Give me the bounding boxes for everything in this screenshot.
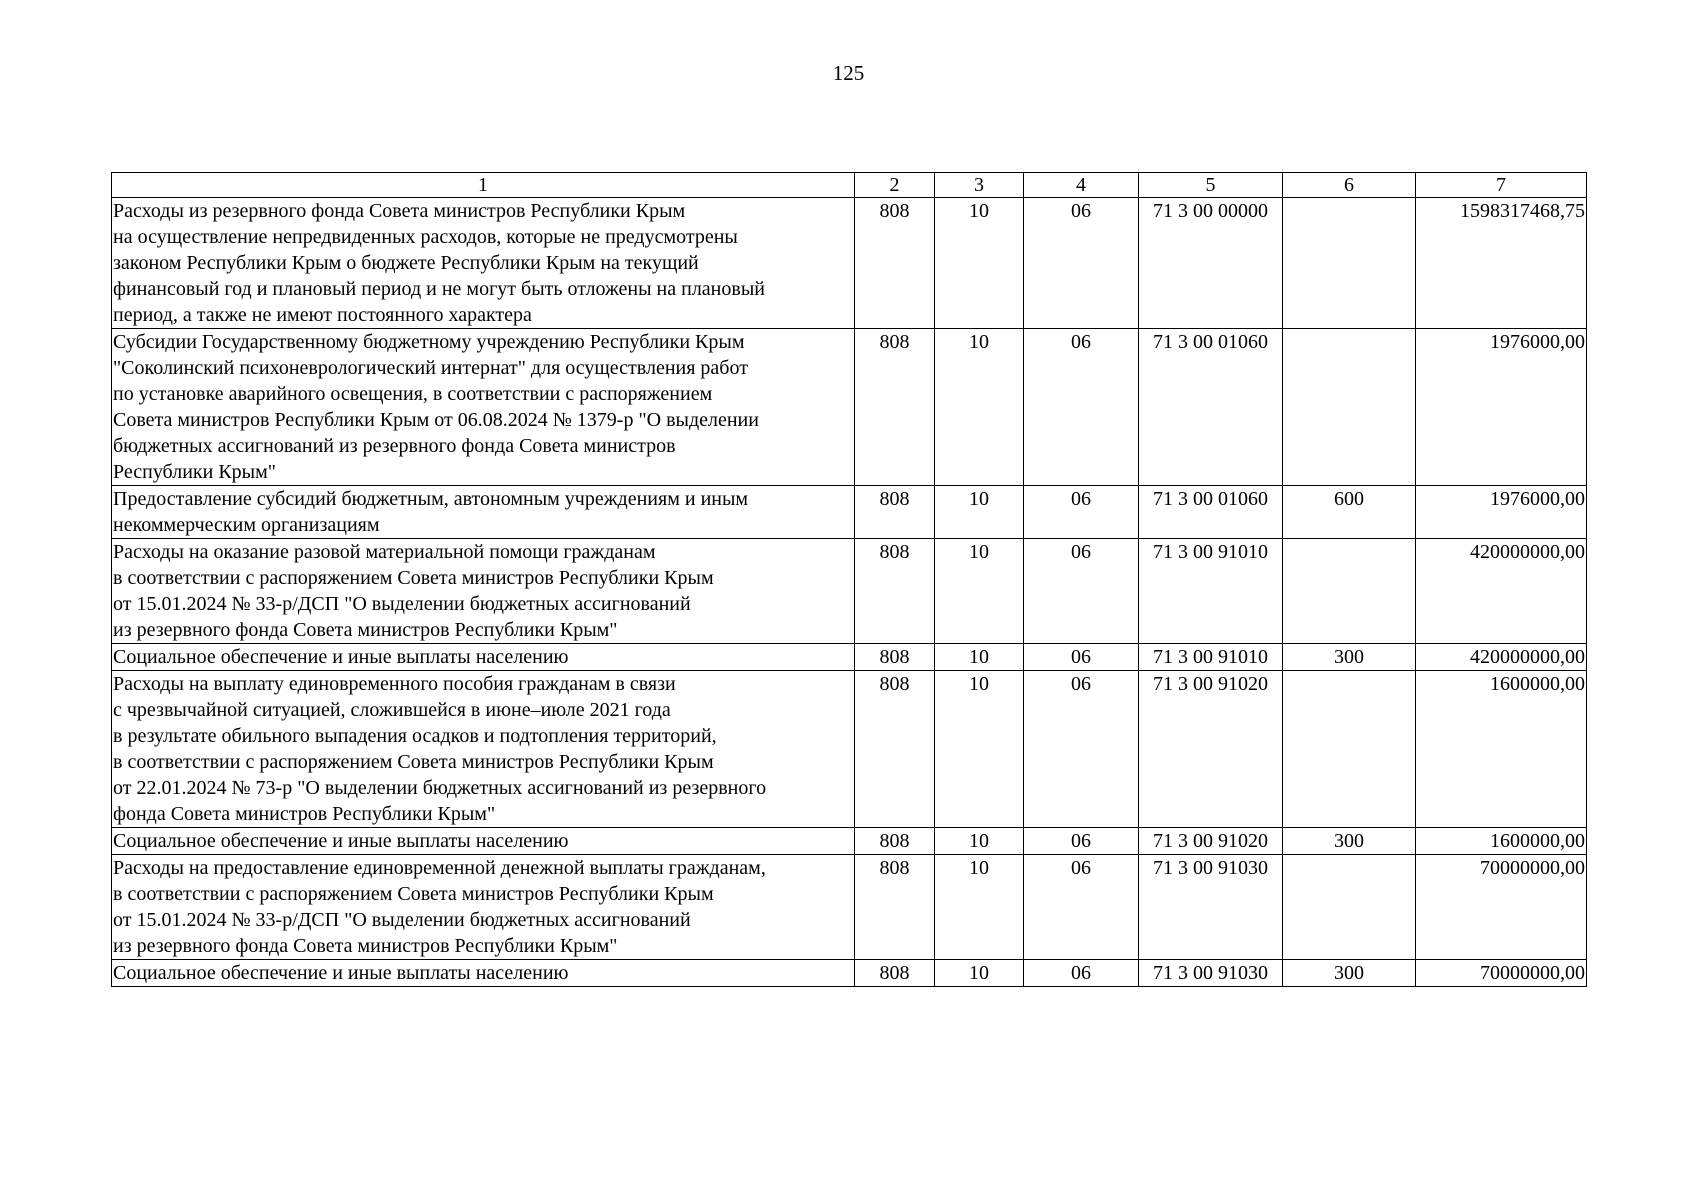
- table-body: [112, 198, 1587, 987]
- row-description: Социальное обеспечение и иные выплаты населению: [112, 828, 855, 855]
- column-header: 7: [1416, 173, 1587, 198]
- header-row: [112, 173, 1587, 198]
- table-row: [112, 855, 1587, 960]
- row-subsection-code: 06: [1024, 960, 1139, 987]
- row-amount: 1976000,00: [1416, 329, 1587, 486]
- row-subsection-code: 06: [1024, 855, 1139, 960]
- row-expense-type-code: 300: [1283, 644, 1416, 671]
- row-target-code: 71 3 00 91030: [1139, 855, 1283, 960]
- column-header: 6: [1283, 173, 1416, 198]
- row-amount: 70000000,00: [1416, 855, 1587, 960]
- row-target-code: 71 3 00 01060: [1139, 486, 1283, 539]
- row-target-code: 71 3 00 91010: [1139, 539, 1283, 644]
- row-subsection-code: 06: [1024, 486, 1139, 539]
- row-ministry-code: 808: [855, 671, 935, 828]
- row-amount: 1976000,00: [1416, 486, 1587, 539]
- table-row: [112, 329, 1587, 486]
- row-ministry-code: 808: [855, 329, 935, 486]
- row-amount: 1598317468,75: [1416, 198, 1587, 329]
- row-expense-type-code: 600: [1283, 486, 1416, 539]
- table-row: [112, 644, 1587, 671]
- row-description: Расходы на выплату единовременного пособия гражданам в связи с чрезвычайной ситуацией, сложившейся в июне–июле 2021 года в результате обильного выпадения осадков и подтопления территорий, в соответствии с распоряжением Совета министров Республики Крым от 22.01.2024 № 73-р "О выделении бюджетных ассигнований из резервного фонда Совета министров Республики Крым": [112, 671, 855, 828]
- row-ministry-code: 808: [855, 855, 935, 960]
- row-subsection-code: 06: [1024, 539, 1139, 644]
- row-description: Расходы на оказание разовой материальной помощи гражданам в соответствии с распоряжением Совета министров Республики Крым от 15.01.2024 № 33-р/ДСП "О выделении бюджетных ассигнований из резервного фонда Совета министров Республики Крым": [112, 539, 855, 644]
- row-subsection-code: 06: [1024, 644, 1139, 671]
- row-description: Социальное обеспечение и иные выплаты населению: [112, 644, 855, 671]
- row-expense-type-code: [1283, 671, 1416, 828]
- row-ministry-code: 808: [855, 828, 935, 855]
- row-section-code: 10: [935, 671, 1024, 828]
- row-amount: 1600000,00: [1416, 671, 1587, 828]
- row-section-code: 10: [935, 329, 1024, 486]
- row-section-code: 10: [935, 644, 1024, 671]
- row-ministry-code: 808: [855, 644, 935, 671]
- row-section-code: 10: [935, 855, 1024, 960]
- row-expense-type-code: [1283, 198, 1416, 329]
- row-subsection-code: 06: [1024, 198, 1139, 329]
- row-target-code: 71 3 00 00000: [1139, 198, 1283, 329]
- row-section-code: 10: [935, 198, 1024, 329]
- row-expense-type-code: [1283, 329, 1416, 486]
- row-target-code: 71 3 00 01060: [1139, 329, 1283, 486]
- row-ministry-code: 808: [855, 198, 935, 329]
- row-ministry-code: 808: [855, 960, 935, 987]
- row-description: Предоставление субсидий бюджетным, автономным учреждениям и иным некоммерческим организациям: [112, 486, 855, 539]
- table-row: [112, 960, 1587, 987]
- table-row: [112, 198, 1587, 329]
- row-amount: 70000000,00: [1416, 960, 1587, 987]
- table-row: [112, 828, 1587, 855]
- row-target-code: 71 3 00 91030: [1139, 960, 1283, 987]
- row-expense-type-code: [1283, 539, 1416, 644]
- column-header: 4: [1024, 173, 1139, 198]
- row-expense-type-code: 300: [1283, 960, 1416, 987]
- row-expense-type-code: 300: [1283, 828, 1416, 855]
- row-description: Расходы из резервного фонда Совета министров Республики Крым на осуществление непредвиденных расходов, которые не предусмотрены законом Республики Крым о бюджете Республики Крым на текущий финансовый год и плановый период и не могут быть отложены на плановый период, а также не имеют постоянного характера: [112, 198, 855, 329]
- row-description: Расходы на предоставление единовременной денежной выплаты гражданам, в соответствии с распоряжением Совета министров Республики Крым от 15.01.2024 № 33-р/ДСП "О выделении бюджетных ассигнований из резервного фонда Совета министров Республики Крым": [112, 855, 855, 960]
- row-section-code: 10: [935, 960, 1024, 987]
- budget-table: [111, 172, 1587, 987]
- row-target-code: 71 3 00 91020: [1139, 828, 1283, 855]
- table-row: [112, 671, 1587, 828]
- row-expense-type-code: [1283, 855, 1416, 960]
- table-row: [112, 486, 1587, 539]
- row-section-code: 10: [935, 828, 1024, 855]
- page-number: 125: [832, 61, 865, 85]
- row-subsection-code: 06: [1024, 671, 1139, 828]
- row-section-code: 10: [935, 539, 1024, 644]
- row-subsection-code: 06: [1024, 329, 1139, 486]
- row-ministry-code: 808: [855, 486, 935, 539]
- row-description: Субсидии Государственному бюджетному учреждению Республики Крым "Соколинский психоневрологический интернат" для осуществления работ по установке аварийного освещения, в соответствии с распоряжением Совета министров Республики Крым от 06.08.2024 № 1379-р "О выделении бюджетных ассигнований из резервного фонда Совета министров Республики Крым": [112, 329, 855, 486]
- row-section-code: 10: [935, 486, 1024, 539]
- table-header: [112, 173, 1587, 198]
- row-description: Социальное обеспечение и иные выплаты населению: [112, 960, 855, 987]
- column-header: 3: [935, 173, 1024, 198]
- column-header: 2: [855, 173, 935, 198]
- row-subsection-code: 06: [1024, 828, 1139, 855]
- row-ministry-code: 808: [855, 539, 935, 644]
- table-row: [112, 539, 1587, 644]
- column-header: 1: [112, 173, 855, 198]
- row-amount: 1600000,00: [1416, 828, 1587, 855]
- row-amount: 420000000,00: [1416, 539, 1587, 644]
- row-target-code: 71 3 00 91020: [1139, 671, 1283, 828]
- row-target-code: 71 3 00 91010: [1139, 644, 1283, 671]
- row-amount: 420000000,00: [1416, 644, 1587, 671]
- column-header: 5: [1139, 173, 1283, 198]
